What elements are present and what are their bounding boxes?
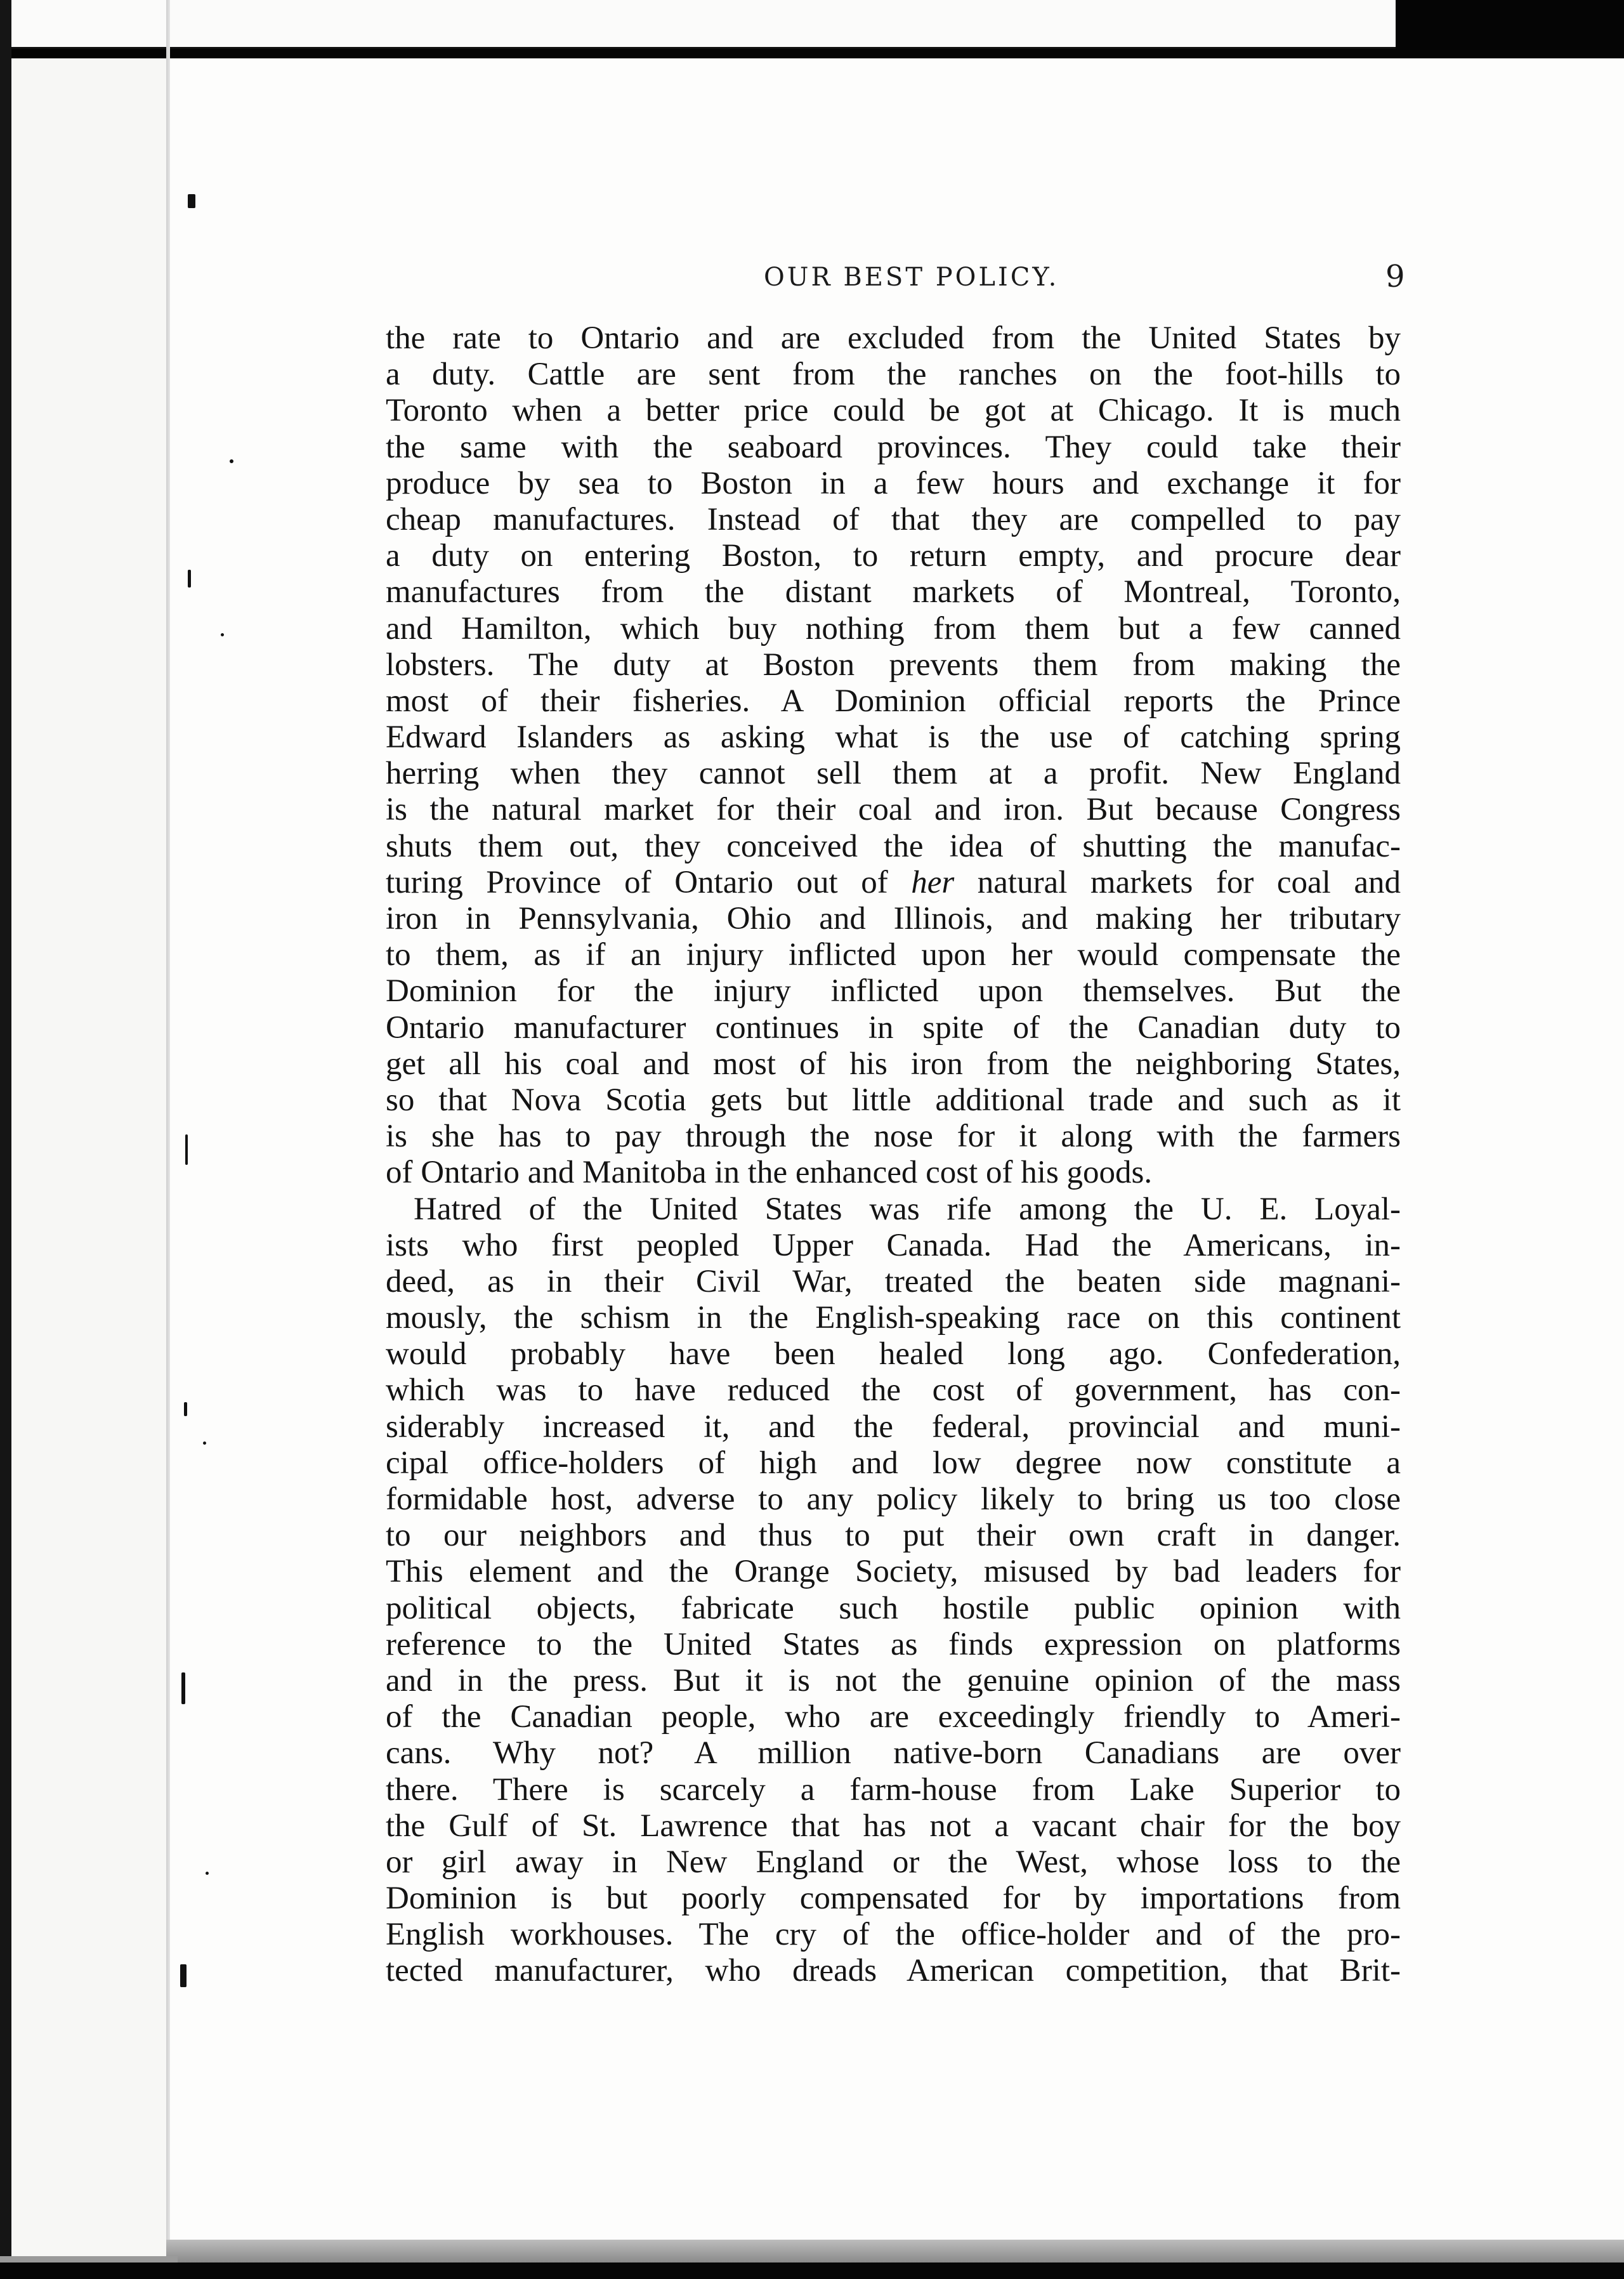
text-line: produce by sea to Boston in a few hours and exchange it for <box>386 465 1401 501</box>
text-line: or girl away in New England or the West, whose loss to the <box>386 1844 1401 1880</box>
text-line: Toronto when a better price could be got at Chicago. It is much <box>386 393 1401 429</box>
scan-top-edge <box>0 0 1396 49</box>
text-line: get all his coal and most of his iron from the neighboring States, <box>386 1046 1401 1082</box>
text-line: mously, the schism in the English-speaking race on this continent <box>386 1300 1401 1336</box>
text-line: deed, as in their Civil War, treated the beaten side magnani- <box>386 1263 1401 1299</box>
scan-left-border <box>0 0 11 2279</box>
text-line: to our neighbors and thus to put their own craft in danger. <box>386 1518 1401 1554</box>
text-line: ists who first peopled Upper Canada. Had the Americans, in- <box>386 1227 1401 1263</box>
text-line: there. There is scarcely a farm-house from Lake Superior to <box>386 1771 1401 1808</box>
text-line: Dominion for the injury inflicted upon themselves. But the <box>386 973 1401 1009</box>
text-line: tected manufacturer, who dreads American competition, that Brit- <box>386 1953 1401 1989</box>
scan-bottom-border <box>0 2263 1624 2279</box>
emphasis-her: her <box>911 864 955 900</box>
page-header <box>0 259 1624 297</box>
text-line: cheap manufactures. Instead of that they are compelled to pay <box>386 501 1401 537</box>
binding-speck <box>184 1402 187 1416</box>
text-line: lobsters. The duty at Boston prevents them from making the <box>386 647 1401 683</box>
text-line: a duty on entering Boston, to return empty, and procure dear <box>386 538 1401 574</box>
text-line: This element and the Orange Society, misused by bad leaders for <box>386 1554 1401 1590</box>
text-line: the rate to Ontario and are excluded from the United States by <box>386 320 1401 356</box>
binding-speck <box>185 1134 188 1165</box>
scan-bottom-shadow <box>166 2240 1624 2263</box>
text-line: of the Canadian people, who are exceedingly friendly to Ameri- <box>386 1699 1401 1735</box>
text-line: formidable host, adverse to any policy likely to bring us too close <box>386 1481 1401 1517</box>
text-line: Hatred of the United States was rife among the U. E. Loyal- <box>414 1191 1401 1227</box>
text-line: Dominion is but poorly compensated for by importations from <box>386 1881 1401 1917</box>
text-line: Edward Islanders as asking what is the use of catching spring <box>386 719 1401 756</box>
running-head: OUR BEST POLICY. <box>764 263 1059 292</box>
binding-speck <box>221 633 224 636</box>
text-line: manufactures from the distant markets of Montreal, Toronto, <box>386 574 1401 610</box>
text-line: of Ontario and Manitoba in the enhanced cost of his goods. <box>386 1155 1153 1191</box>
page-number: 9 <box>1385 259 1405 294</box>
text-line: so that Nova Scotia gets but little additional trade and such as it <box>386 1082 1401 1118</box>
text-line: which was to have reduced the cost of government, has con- <box>386 1372 1401 1409</box>
binding-speck <box>203 1442 206 1445</box>
text-line: cans. Why not? A million native-born Canadians are over <box>386 1735 1401 1771</box>
binding-speck <box>206 1872 209 1875</box>
text-line: and Hamilton, which buy nothing from them but a few canned <box>386 610 1401 647</box>
text-line: is she has to pay through the nose for it along with the farmers <box>386 1119 1401 1155</box>
text-line: reference to the United States as finds expression on platforms <box>386 1626 1401 1662</box>
text-line: English workhouses. The cry of the office-holder and of the pro- <box>386 1917 1401 1953</box>
text-line: siderably increased it, and the federal, provincial and muni- <box>386 1409 1401 1445</box>
text-line: herring when they cannot sell them at a profit. New England <box>386 756 1401 792</box>
text-line: most of their fisheries. A Dominion official reports the Prince <box>386 683 1401 719</box>
text-line: to them, as if an injury inflicted upon her would compensate the <box>386 937 1401 973</box>
text-line: political objects, fabricate such hostile public opinion with <box>386 1590 1401 1626</box>
text-line: turing Province of Ontario out of her natural markets for coal and <box>386 864 1401 900</box>
binding-speck <box>181 1672 185 1704</box>
text-line: and in the press. But it is not the genuine opinion of the mass <box>386 1662 1401 1698</box>
text-line: the same with the seaboard provinces. They could take their <box>386 429 1401 465</box>
binding-speck <box>230 459 233 463</box>
text-line: the Gulf of St. Lawrence that has not a vacant chair for the boy <box>386 1808 1401 1844</box>
text-line: iron in Pennsylvania, Ohio and Illinois, and making her tributary <box>386 901 1401 936</box>
binding-speck <box>188 194 195 208</box>
binding-gutter <box>166 0 170 2246</box>
binding-speck <box>188 570 191 588</box>
text-line: is the natural market for their coal and iron. But because Congress <box>386 792 1401 828</box>
text-line: would probably have been healed long ago. Confederation, <box>386 1336 1401 1372</box>
text-line: a duty. Cattle are sent from the ranches on the foot-hills to <box>386 357 1401 393</box>
text-line: shuts them out, they conceived the idea of shutting the manufac- <box>386 828 1401 864</box>
text-line: Ontario manufacturer continues in spite of the Canadian duty to <box>386 1009 1401 1046</box>
body-text <box>386 320 1401 1990</box>
text-line: cipal office-holders of high and low degree now constitute a <box>386 1445 1401 1481</box>
binding-speck <box>180 1964 187 1987</box>
